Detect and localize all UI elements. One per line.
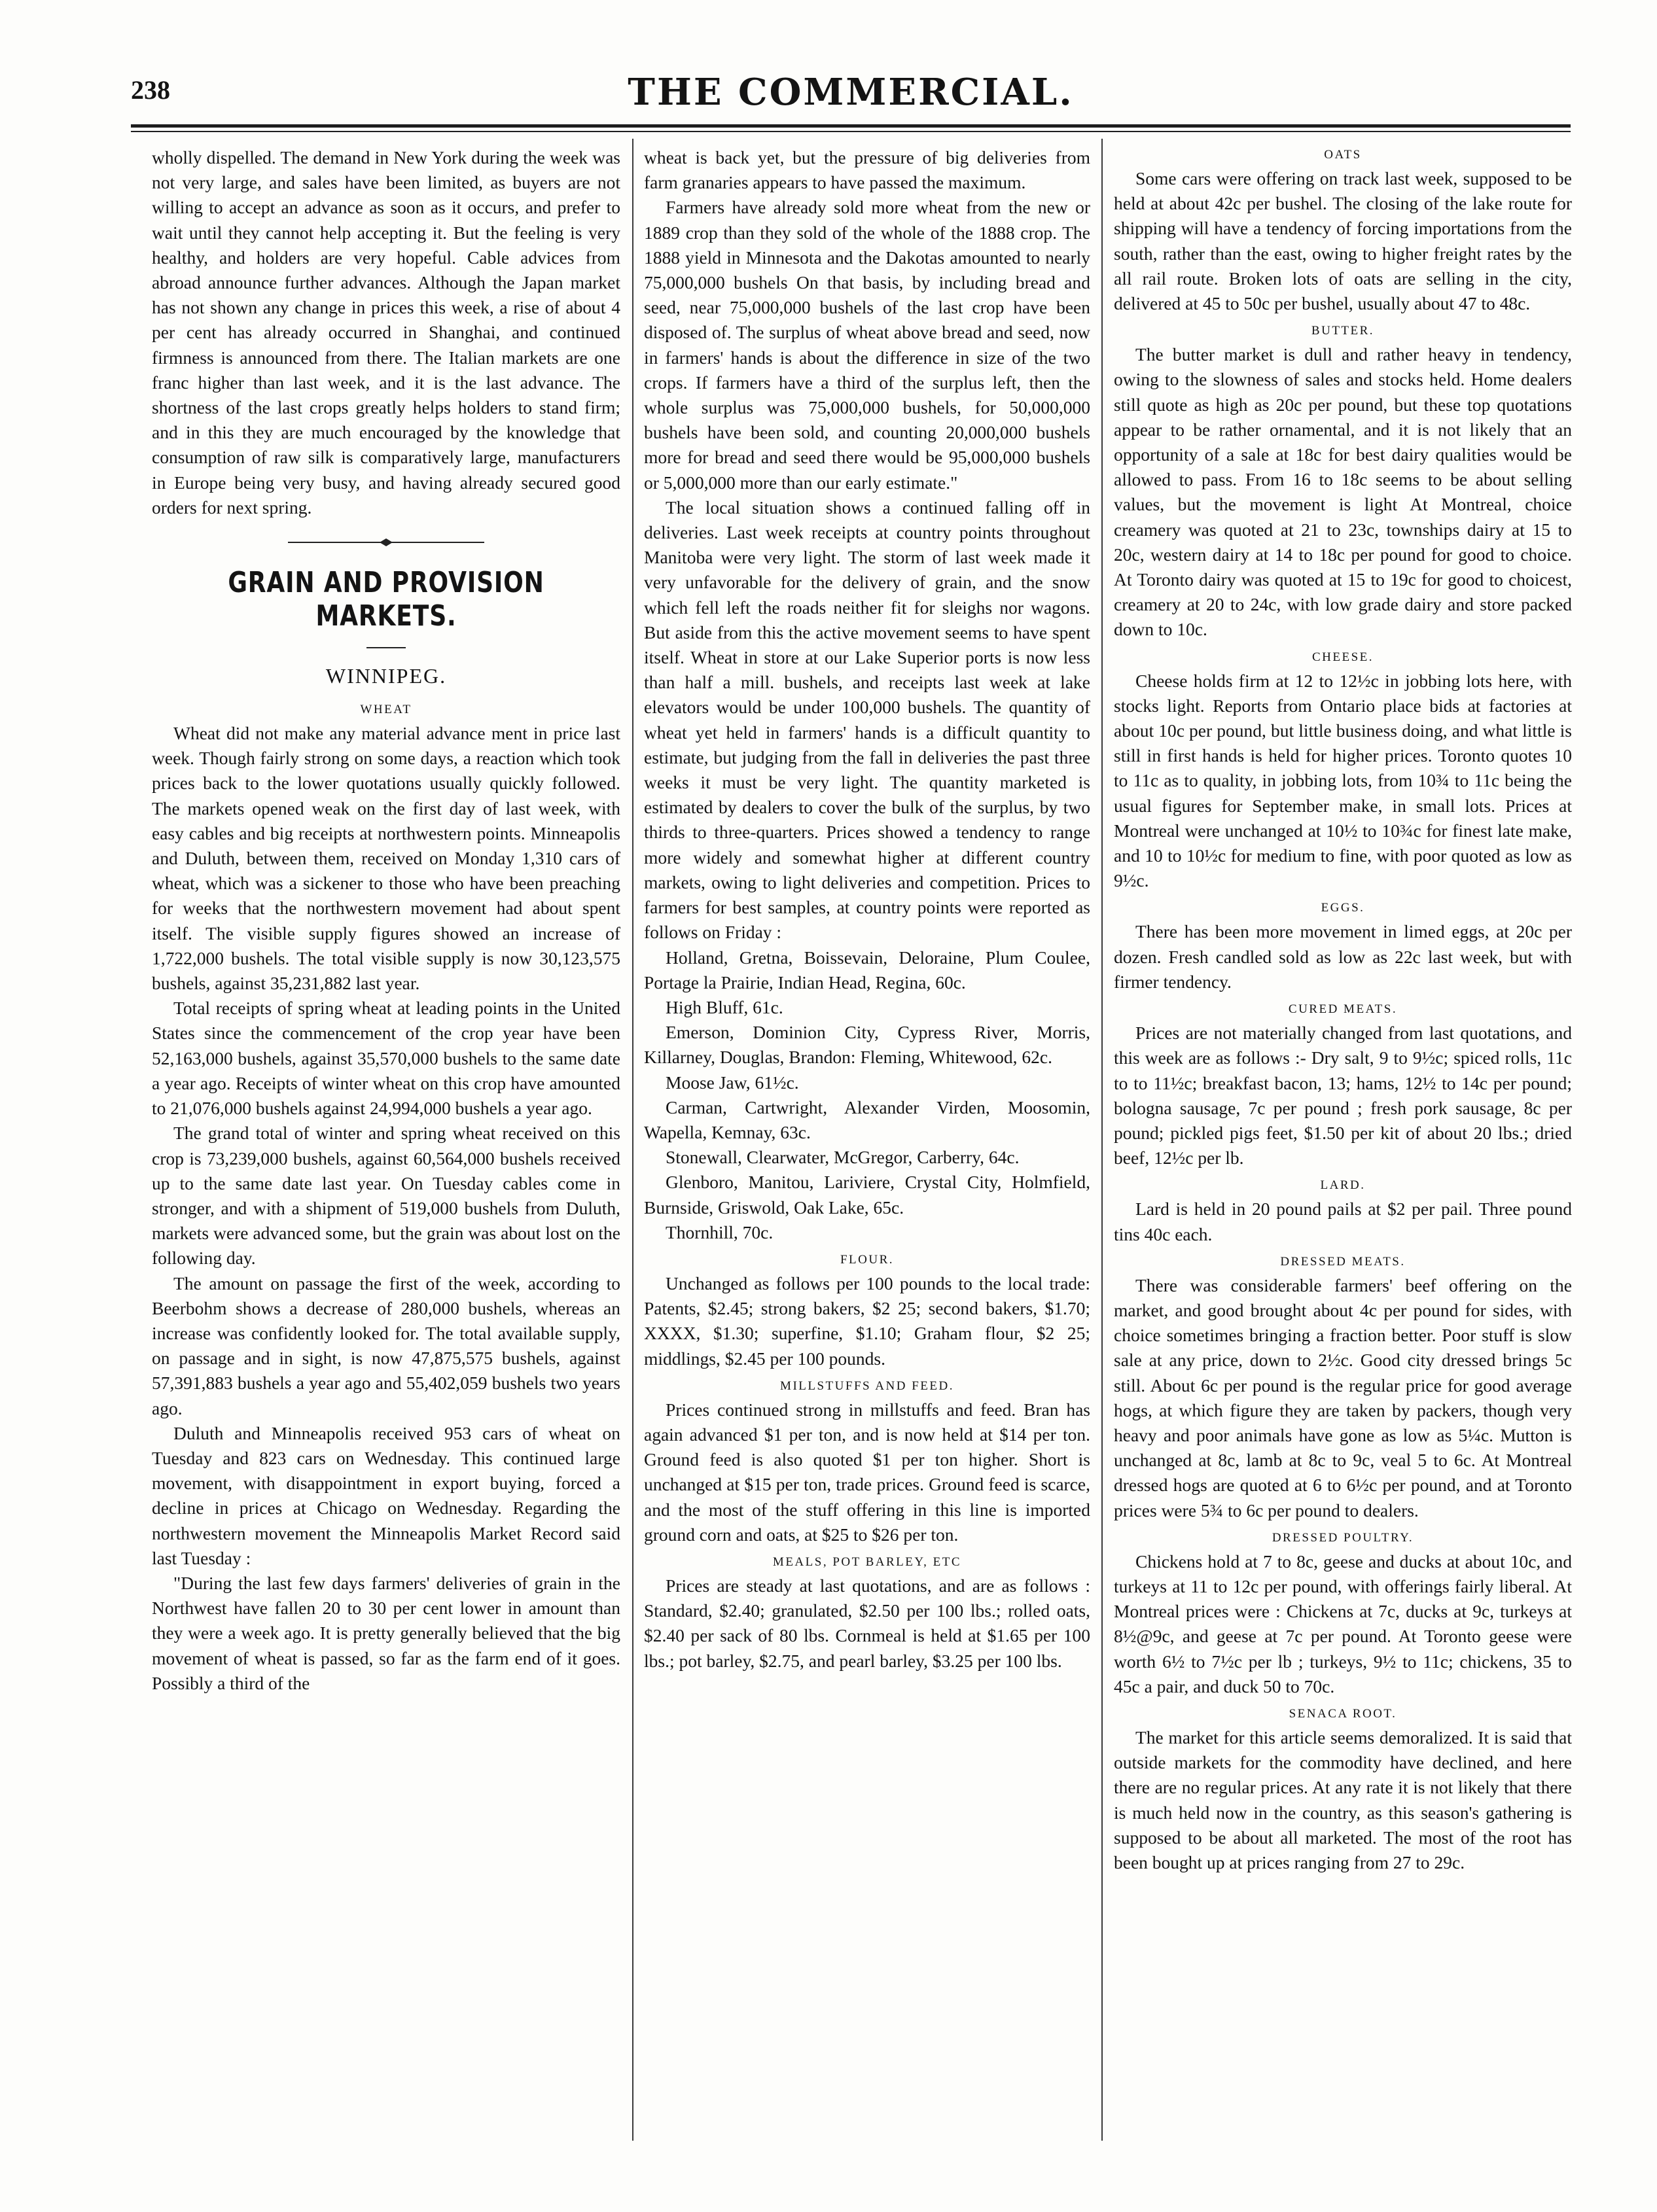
- wheat-paragraph: The grand total of winter and spring wheat received on this crop is 73,239,000 bushels, against 60,564,000 bushels received up to the same date last year. On Tuesday cables come in stronger, and with a shipment of 519,000 bushels from Duluth, markets were advanced some, but the grain was about lost on the following day.: [152, 1123, 620, 1269]
- wheat-paragraph: Total receipts of spring wheat at leading points in the United States since the commencement of the crop year have been 52,163,000 bushels, against 35,570,000 bushels to the same date a year ago. Receipts of winter wheat on this crop have amounted to 21,076,000 bushels against 24,994,000 bushels a year ago.: [152, 998, 620, 1119]
- page-header: [131, 71, 1571, 123]
- column-divider: [1101, 139, 1103, 2141]
- section-title-dressed-poultry: DRESSED POULTRY.: [1272, 1530, 1414, 1545]
- section-title-wheat: WHEAT: [360, 703, 412, 717]
- price-point-entry: Carman, Cartwright, Alexander Virden, Moosomin, Wapella, Kemnay, 63c.: [644, 1097, 1090, 1142]
- column-1: [152, 145, 620, 2141]
- section-title-dressed-meats: DRESSED MEATS.: [1280, 1254, 1406, 1269]
- section-title-lard: LARD.: [1320, 1178, 1366, 1193]
- header-rule: [131, 124, 1571, 128]
- wheat-paragraph: The local situation shows a continued falling off in deliveries. Last week receipts at country points throughout Manitoba were very light. The storm of last week made it very unfavorable for the delivery of grain, and the snow which fell left the roads neither fit for sleighs nor wagons. But aside from this the active movement seems to have spent itself. Wheat in store at our Lake Superior ports is now less than half a mill. bushels, and receipts last week at lake elevators would be under 100,000 bushels. The quantity of wheat yet held in farmers' hands is a difficult quantity to estimate, but judging from the fall in deliveries the past three weeks it must be very light. The quantity marketed is estimated by dealers to cover the bulk of the surplus, by two thirds to three-quarters. Prices showed a tendency to range more widely and somewhat higher at different country markets, owing to light deliveries and competition. Prices to farmers for best samples, at country points were reported as follows on Friday :: [644, 497, 1090, 943]
- section-title-cheese: CHEESE.: [1311, 650, 1374, 664]
- wheat-paragraph: Duluth and Minneapolis received 953 cars of wheat on Tuesday and 823 cars on Wednesday. This continued large movement, with disappointment in export buying, forced a decline in prices at Chicago on Wednesday. Regarding the northwestern movement the Minneapolis Market Record said last Tuesday :: [152, 1422, 620, 1568]
- eggs-paragraph: There has been more movement in limed eggs, at 20c per dozen. Fresh candled sold as low as 22c last week, but with firmer tendency.: [1114, 921, 1572, 992]
- column-3: [1114, 145, 1572, 2141]
- senaca-root-paragraph: The market for this article seems demoralized. It is said that outside markets for the commodity have declined, and here there are no regular prices. At any rate it is not likely that there is much held now in the country, as this season's gathering is supposed to be about all marketed. The most of the root has been bought up at prices ranging from 27 to 29c.: [1114, 1727, 1572, 1872]
- header-rule-thin: [131, 131, 1571, 132]
- section-title-eggs: EGGS.: [1321, 901, 1365, 915]
- price-point-entry: Stonewall, Clearwater, McGregor, Carberry, 64c.: [666, 1147, 1020, 1168]
- price-point-entry: Thornhill, 70c.: [666, 1221, 774, 1242]
- section-divider-ornament: [288, 537, 484, 548]
- section-title-butter: BUTTER.: [1311, 324, 1375, 338]
- cured-meats-paragraph: Prices are not materially changed from last quotations, and this week are as follows :- Dry salt, 9 to 9½c; spiced rolls, 11c to to 11½c; breakfast bacon, 13; hams, 12½ to 14c per pound; bologna sausage, 7c per pound ; fresh pork sausage, 8c per pound; pickled pigs feet, $1.50 per kit of about 20 lbs.; dried beef, 12½c per lb.: [1114, 1023, 1572, 1168]
- section-title-cured-meats: CURED MEATS.: [1288, 1002, 1398, 1017]
- cheese-paragraph: Cheese holds firm at 12 to 12½c in jobbing lots here, with stocks light. Reports from Ontario place bids at factories at about 10c per pound, but little business doing, and what little is still in first hands is held for higher prices. Toronto quotes 10 to 11c as to quality, in jobbing lots, from 10¾ to 11c being the usual figures for September make, in small lots. Prices at Montreal were unchanged at 10½ to 10¾c for finest late make, and 10 to 10½c for medium to fine, with poor quoted as low as 9½c.: [1114, 670, 1572, 891]
- section-title-flour: FLOUR.: [840, 1252, 895, 1267]
- heading-rule: [366, 647, 406, 648]
- price-point-entry: Glenboro, Manitou, Lariviere, Crystal City, Holmfield, Burnside, Griswold, Oak Lake, 65c.: [644, 1172, 1090, 1218]
- column-2: [644, 145, 1090, 2141]
- meals-paragraph: Prices are steady at last quotations, and are as follows : Standard, $2.40; granulated, $2.50 per 100 lbs.; rolled oats, $2.40 per sack of 80 lbs. Cornmeal is held at $1.65 per 100 lbs.; pot barley, $2.75, and pearl barley, $3.25 per 100 lbs.: [644, 1575, 1090, 1671]
- price-point-entry: Emerson, Dominion City, Cypress River, Morris, Killarney, Douglas, Brandon: Fleming, Whitewood, 62c.: [644, 1022, 1090, 1068]
- price-point-entry: Moose Jaw, 61½c.: [666, 1072, 799, 1093]
- millstuffs-paragraph: Prices continued strong in millstuffs and feed. Bran has again advanced $1 per ton, and is now held at $14 per ton. Ground feed is also quoted $1 per ton higher. Short is unchanged at $15 per ton, trade prices. Ground feed is scarce, and the most of the stuff offering in this line is imported ground corn and oats, at $25 to $26 per ton.: [644, 1399, 1090, 1545]
- wheat-paragraph: wheat is back yet, but the pressure of big deliveries from farm granaries appears to have passed the maximum.: [644, 147, 1090, 193]
- section-title-meals: MEALS, POT BARLEY, ETC: [772, 1554, 962, 1569]
- dressed-poultry-paragraph: Chickens hold at 7 to 8c, geese and ducks at about 10c, and turkeys at 11 to 12c per pound, with offerings fairly liberal. At Montreal prices were : Chickens at 7c, ducks at 9c, turkeys at 8½@9c, and geese at 7c per pound. At Toronto geese were worth 6½ to 7½c per lb ; turkeys, 9½ to 11c; chickens, 35 to 45c a pair, and duck 50 to 70c.: [1114, 1551, 1572, 1696]
- price-point-entry: Holland, Gretna, Boissevain, Deloraine, Plum Coulee, Portage la Prairie, Indian Head, Regina, 60c.: [644, 947, 1090, 992]
- price-point-entry: High Bluff, 61c.: [666, 996, 783, 1017]
- page-number: 238: [131, 75, 170, 105]
- section-title-oats: OATS: [1324, 148, 1362, 162]
- article-continuation: wholly dispelled. The demand in New York during the week was not very large, and sales have been limited, as buyers are not willing to accept an advance as soon as it occurs, and prefer to wait until they cannot help accepting it. But the feeling is very healthy, and holders are very hopeful. Cable advices from abroad announce further advances. Although the Japan market has not shown any change in prices this week, a rise of about 4 per cent has already occurred in Shanghai, and continued firmness is announced from there. The Italian markets are one franc higher than last week, and it is the last advance. The shortness of the last crops greatly helps holders to stand firm; and in this they are much encouraged by the knowledge that consumption of raw silk is comparatively large, manufacturers in Europe being very busy, and having already secured good orders for next spring.: [152, 147, 620, 518]
- lard-paragraph: Lard is held in 20 pound pails at $2 per pail. Three pound tins 40c each.: [1114, 1199, 1572, 1244]
- section-title-millstuffs: MILLSTUFFS AND FEED.: [780, 1378, 954, 1393]
- oats-paragraph: Some cars were offering on track last week, supposed to be held at about 42c per bushel. The closing of the lake route for shipping will have a tendency of forcing importations from the south, rather than the east, owing to higher freight rates by the all rail route. Broken lots of oats are selling in the city, delivered at 45 to 50c per bushel, usually about 47 to 48c.: [1114, 168, 1572, 314]
- masthead: THE COMMERCIAL.: [628, 71, 1074, 114]
- wheat-paragraph: "During the last few days farmers' deliveries of grain in the Northwest have fallen 20 to 30 per cent lower in amount than they were a week ago. It is pretty generally believed that the big movement of wheat is passed, so far as the farm end of it goes. Possibly a third of the: [152, 1572, 620, 1693]
- column-divider: [632, 139, 633, 2141]
- dressed-meats-paragraph: There was considerable farmers' beef offering on the market, and good brought about 4c per pound for sides, with choice sometimes bringing a fraction better. Poor stuff is slow sale at any price, down to 2½c. Good city dressed brings 5c still. About 6c per pound is the regular price for good average hogs, at which figure they are taken by packers, though very heavy and poor animals have gone as low as 5¼c. Mutton is unchanged at 8c, lamb at 8c to 9c, veal 5 to 6c. At Montreal dressed hogs are quoted at 6 to 6½c per pound, and at Toronto prices were 5¾ to 6c per pound to dealers.: [1114, 1274, 1572, 1520]
- wheat-paragraph: Wheat did not make any material advance ment in price last week. Though fairly strong on some days, a reaction which took prices back to the lower quotations usually quickly followed. The markets opened weak on the first day of last week, with easy cables and big receipts at northwestern points. Minneapolis and Duluth, between them, received on Monday 1,310 cars of wheat, which was a sickener to those who have been preaching for weeks that the northwestern movement had about spent itself. The visible supply figures showed an increase of 1,722,000 bushels. The total visible supply is now 30,123,575 bushels, against 35,231,882 last year.: [152, 723, 620, 994]
- butter-paragraph: The butter market is dull and rather heavy in tendency, owing to the slowness of sales and stocks held. Home dealers still quote as high as 20c per pound, but these top quotations appear to be rather ornamental, and it is not likely that an opportunity of a sale at 18c for best dairy qualities would be allowed to pass. From 16 to 18c seems to be about selling values, but the movement is light At Montreal, choice creamery was quoted at 21 to 23c, townships dairy at 15 to 20c, western dairy at 14 to 18c per pound for good to choice. At Toronto dairy was quoted at 15 to 19c for good to choicest, creamery at 20 to 24c, with low grade dairy and store packed down to 10c.: [1114, 344, 1572, 640]
- flour-paragraph: Unchanged as follows per 100 pounds to the local trade: Patents, $2.45; strong bakers, $2 25; second bakers, $1.70; XXXX, $1.30; superfine, $1.10; Graham flour, $2 25; middlings, $2.45 per 100 pounds.: [644, 1273, 1090, 1369]
- section-title-senaca-root: SENACA ROOT.: [1289, 1706, 1397, 1721]
- city-heading: WINNIPEG.: [325, 664, 447, 688]
- markets-heading: GRAIN AND PROVISION MARKETS.: [228, 566, 544, 633]
- wheat-paragraph: Farmers have already sold more wheat from the new or 1889 crop than they sold of the whole of the 1888 crop. The 1888 yield in Minnesota and the Dakotas amounted to nearly 75,000,000 bushels On that basis, by including bread and seed, near 75,000,000 bushels of the last crop have been disposed of. The surplus of wheat above bread and seed, now in farmers' hands is about the difference in size of the two crops. If farmers have a third of the surplus left, then the whole surplus was 75,000,000 bushels, for 50,000,000 bushels have been sold, and counting 20,000,000 bushels more for bread and seed there would be 95,000,000 bushels or 5,000,000 more than our early estimate.": [644, 197, 1090, 493]
- wheat-paragraph: The amount on passage the first of the week, according to Beerbohm shows a decrease of 280,000 bushels, whereas an increase was confidently looked for. The total available supply, on passage and in sight, is now 47,875,575 bushels, against 57,391,883 bushels a year ago and 55,402,059 bushels two years ago.: [152, 1273, 620, 1418]
